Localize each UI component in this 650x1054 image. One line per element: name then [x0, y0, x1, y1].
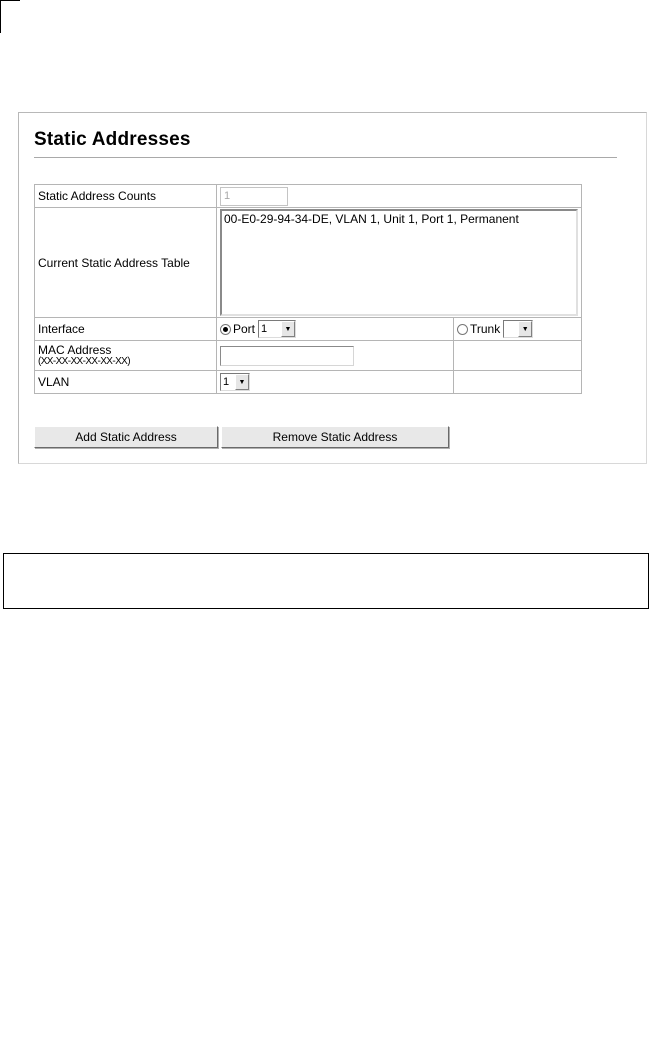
port-select[interactable]: [258, 320, 296, 338]
vlan-empty-cell: [454, 371, 582, 394]
port-radio-label: Port: [233, 322, 256, 336]
current-table-label: Current Static Address Table: [35, 208, 217, 318]
vlan-select-value: 1: [223, 376, 230, 388]
chevron-down-icon[interactable]: ▼: [281, 321, 295, 337]
vlan-select[interactable]: [220, 373, 250, 391]
port-select-value: 1: [261, 323, 268, 335]
count-label: Static Address Counts: [35, 185, 217, 208]
trunk-radio-label: Trunk: [470, 322, 501, 336]
port-radio[interactable]: [220, 324, 231, 335]
add-static-address-button[interactable]: Add Static Address: [34, 426, 218, 448]
note-box: [3, 553, 649, 609]
trunk-option-cell: [454, 318, 582, 341]
mac-input-cell: [217, 341, 454, 371]
current-static-address-listbox[interactable]: [220, 209, 578, 316]
interface-row: [35, 318, 582, 341]
count-cell: [217, 185, 582, 208]
port-option-cell: [217, 318, 454, 341]
vlan-label: VLAN: [35, 371, 217, 394]
trunk-select[interactable]: [503, 320, 533, 338]
static-address-count-field: 1: [220, 187, 288, 206]
page-title: Static Addresses: [34, 129, 191, 150]
vlan-select-cell: [217, 371, 454, 394]
mac-empty-cell: [454, 341, 582, 371]
mac-label-cell: [35, 341, 217, 371]
mac-label: MAC Address: [38, 342, 112, 357]
title-divider: [34, 157, 617, 158]
static-addresses-panel: [18, 112, 647, 464]
static-address-form: [34, 184, 582, 394]
trunk-radio[interactable]: [457, 324, 468, 335]
address-list-item[interactable]: 00-E0-29-94-34-DE, VLAN 1, Unit 1, Port 1, Permanent: [224, 212, 519, 226]
current-table-row: [35, 208, 582, 318]
crop-mark-vertical: [0, 0, 1, 33]
interface-label: Interface: [35, 318, 217, 341]
mac-row: [35, 341, 582, 371]
mac-format-hint: (XX-XX-XX-XX-XX-XX): [38, 355, 130, 367]
trunk-select-value: [504, 321, 518, 337]
remove-static-address-button[interactable]: Remove Static Address: [221, 426, 449, 448]
current-table-cell: [217, 208, 582, 318]
chevron-down-icon[interactable]: ▼: [518, 321, 532, 337]
count-row: [35, 185, 582, 208]
chevron-down-icon[interactable]: ▼: [235, 374, 249, 390]
crop-mark-horizontal: [0, 0, 20, 1]
mac-address-input[interactable]: [220, 346, 354, 366]
vlan-row: [35, 371, 582, 394]
